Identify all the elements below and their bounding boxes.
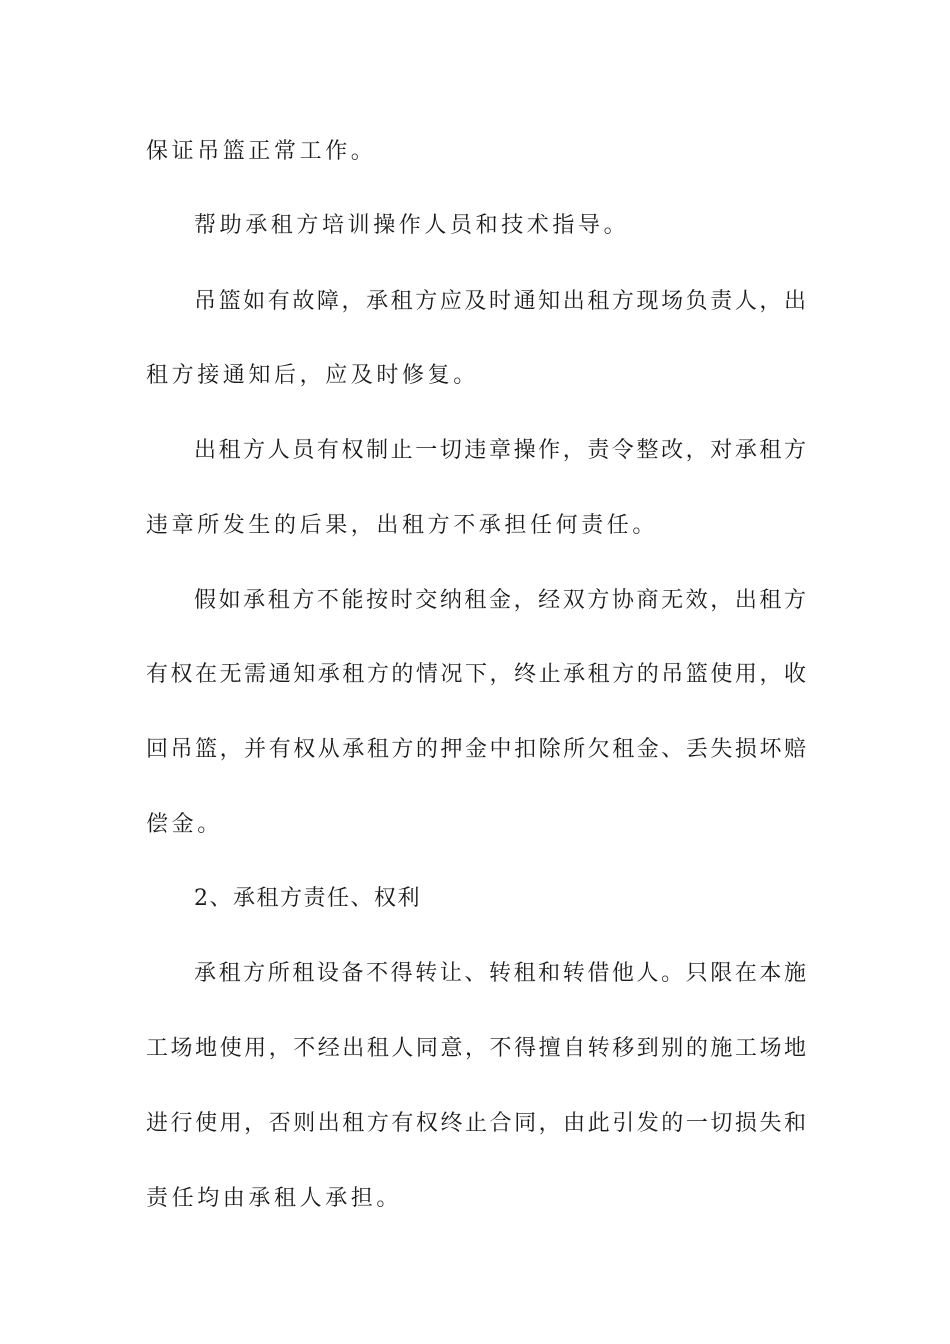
paragraph-line: 偿金。 xyxy=(146,812,223,837)
paragraph-line: 违章所发生的后果，出租方不承担任何责任。 xyxy=(146,513,659,538)
paragraph-line: 承租方所租设备不得转让、转租和转借他人。只限在本施 xyxy=(194,961,806,986)
paragraph-line: 出租方人员有权制止一切违章操作，责令整改，对承租方 xyxy=(194,438,806,463)
paragraph-line: 假如承租方不能按时交纳租金，经双方协商无效，出租方 xyxy=(194,588,806,613)
paragraph-line: 回吊篮，并有权从承租方的押金中扣除所欠租金、丢失损坏赔 xyxy=(146,737,806,762)
paragraph-line: 吊篮如有故障，承租方应及时通知出租方现场负责人，出 xyxy=(194,289,806,314)
section-heading: 2、承租方责任、权利 xyxy=(194,886,421,911)
paragraph-line: 保证吊篮正常工作。 xyxy=(146,139,377,164)
paragraph-line: 进行使用，否则出租方有权终止合同，由此引发的一切损失和 xyxy=(146,1111,806,1136)
paragraph-line: 有权在无需通知承租方的情况下，终止承租方的吊篮使用，收 xyxy=(146,662,806,687)
paragraph-line: 帮助承租方培训操作人员和技术指导。 xyxy=(194,213,630,238)
paragraph-line: 租方接通知后，应及时修复。 xyxy=(146,363,479,388)
paragraph-line: 责任均由承租人承担。 xyxy=(146,1186,403,1211)
paragraph-line: 工场地使用，不经出租人同意，不得擅自转移到别的施工场地 xyxy=(146,1036,806,1061)
